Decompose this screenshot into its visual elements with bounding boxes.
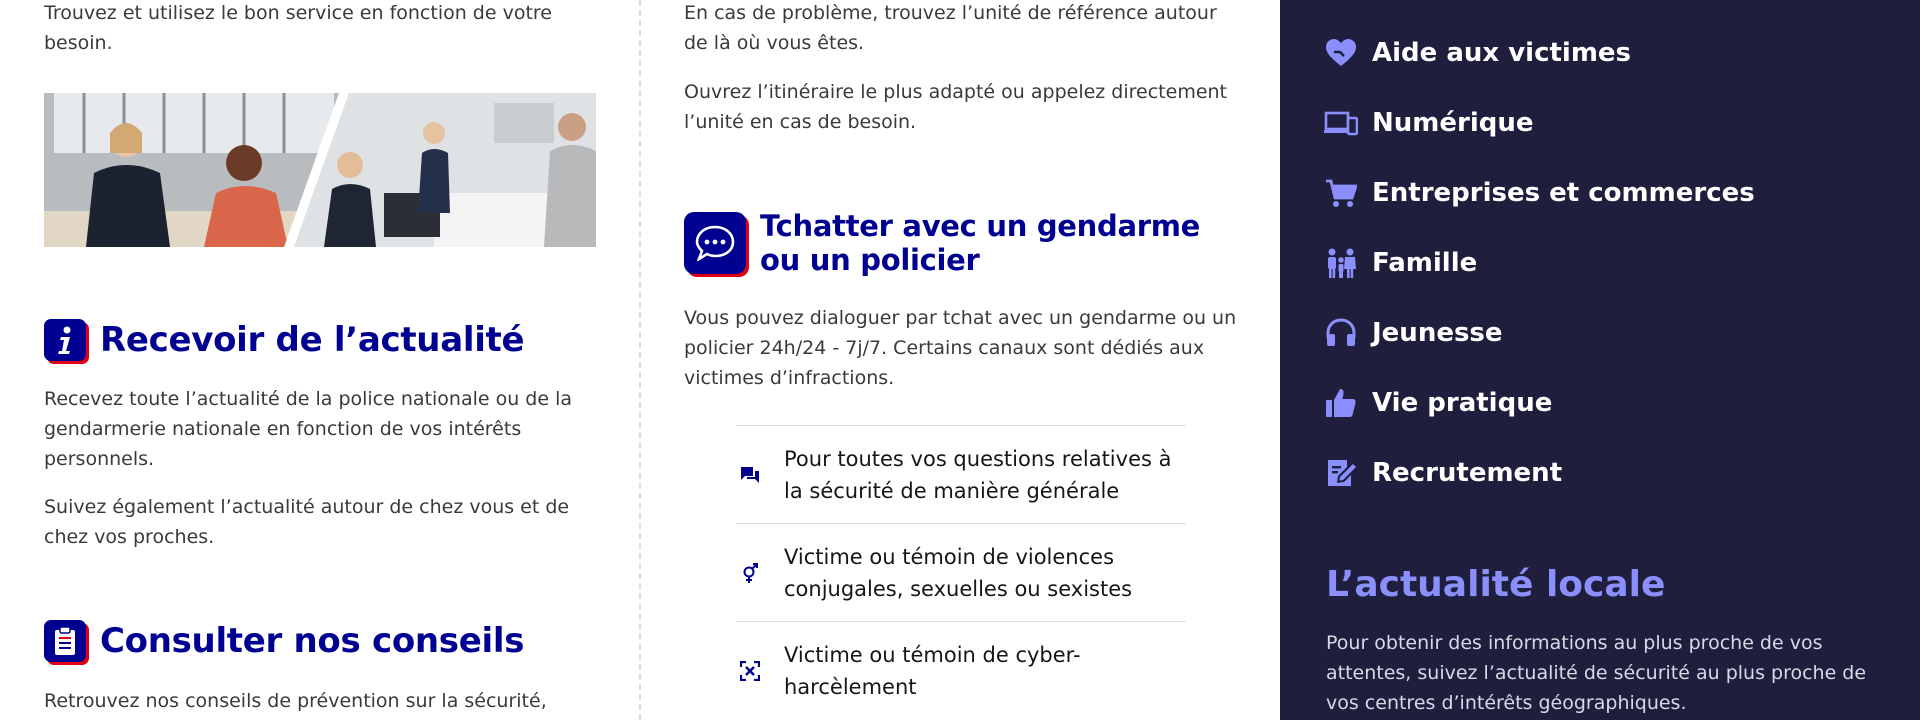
nav-label: Entreprises et commerces xyxy=(1372,178,1755,208)
chat-channel-label: Pour toutes vos questions relatives à xyxy=(784,446,1172,471)
chat-title-line1: Tchatter avec un gendarme xyxy=(760,209,1201,243)
advice-text: Retrouvez nos conseils de prévention sur la sécurité, xyxy=(44,690,547,712)
info-icon xyxy=(44,319,86,361)
edit-document-icon xyxy=(1324,456,1358,490)
local-news-title: L’actualité locale xyxy=(1326,564,1666,605)
nav-label: Vie pratique xyxy=(1372,388,1553,418)
chat-heading xyxy=(684,209,1200,277)
advice-heading xyxy=(44,620,524,662)
chat-channel-general[interactable] xyxy=(736,425,1186,523)
chat-channel-label: harcèlement xyxy=(784,674,917,699)
nav-label: Numérique xyxy=(1372,108,1534,138)
hero-photo xyxy=(44,93,596,247)
nav-item-vie-pratique[interactable] xyxy=(1324,386,1552,420)
unit-text-1: En cas de problème, trouvez l’unité de référence autour de là où vous êtes. xyxy=(684,2,1217,54)
nav-item-recrutement[interactable] xyxy=(1324,456,1562,490)
topics-sidebar xyxy=(1280,0,1920,720)
news-text-1: Recevez toute l’actualité de la police nationale ou de la gendarmerie nationale en fonction de vos intérêts personnels. xyxy=(44,388,573,470)
chat-bubbles-icon xyxy=(736,465,764,485)
chat-channel-label: la sécurité de manière générale xyxy=(784,478,1120,503)
hero-image xyxy=(44,93,596,247)
headphones-icon xyxy=(1324,316,1358,350)
devices-icon xyxy=(1324,106,1358,140)
local-news-text: Pour obtenir des informations au plus proche de vos attentes, suivez l’actualité de sécurité au plus proche de vos centres d’intérêts géographiques. xyxy=(1326,632,1867,714)
unit-text-2: Ouvrez l’itinéraire le plus adapté ou appelez directement l’unité en cas de besoin. xyxy=(684,81,1228,133)
chat-channel-label: Victime ou témoin de violences xyxy=(784,544,1115,569)
column-divider xyxy=(639,0,641,720)
chat-title-line2: ou un policier xyxy=(760,243,980,277)
nav-item-entreprises[interactable] xyxy=(1324,176,1755,210)
chat-icon xyxy=(684,212,746,274)
heart-hand-icon xyxy=(1324,36,1358,70)
family-icon xyxy=(1324,246,1358,280)
cart-icon xyxy=(1324,176,1358,210)
chat-channel-list xyxy=(736,425,1186,719)
nav-label: Famille xyxy=(1372,248,1478,278)
nav-label: Jeunesse xyxy=(1372,318,1503,348)
news-title: Recevoir de l’actualité xyxy=(100,320,525,360)
nav-label: Recrutement xyxy=(1372,458,1563,488)
chat-intro: Vous pouvez dialoguer par tchat avec un gendarme ou un policier 24h/24 - 7j/7. Certains canaux sont dédiés aux victimes d’infractions. xyxy=(684,307,1237,389)
nav-item-famille[interactable] xyxy=(1324,246,1477,280)
advice-title: Consulter nos conseils xyxy=(100,621,525,661)
nav-item-aide-victimes[interactable] xyxy=(1324,36,1631,70)
nav-label: Aide aux victimes xyxy=(1372,38,1632,68)
gender-icon xyxy=(736,562,764,584)
news-text-2: Suivez également l’actualité autour de chez vous et de chez vos proches. xyxy=(44,496,570,548)
chat-channel-violences[interactable] xyxy=(736,523,1186,621)
news-heading xyxy=(44,319,524,361)
chat-channel-label: Victime ou témoin de cyber- xyxy=(784,642,1081,667)
clipboard-icon xyxy=(44,620,86,662)
intro-text: Trouvez et utilisez le bon service en fonction de votre besoin. xyxy=(44,2,552,54)
chat-channel-cyber[interactable] xyxy=(736,621,1186,719)
thumb-up-icon xyxy=(1324,386,1358,420)
nav-item-jeunesse[interactable] xyxy=(1324,316,1503,350)
chat-channel-label: conjugales, sexuelles ou sexistes xyxy=(784,576,1133,601)
nav-item-numerique[interactable] xyxy=(1324,106,1533,140)
cyber-focus-icon xyxy=(736,661,764,681)
